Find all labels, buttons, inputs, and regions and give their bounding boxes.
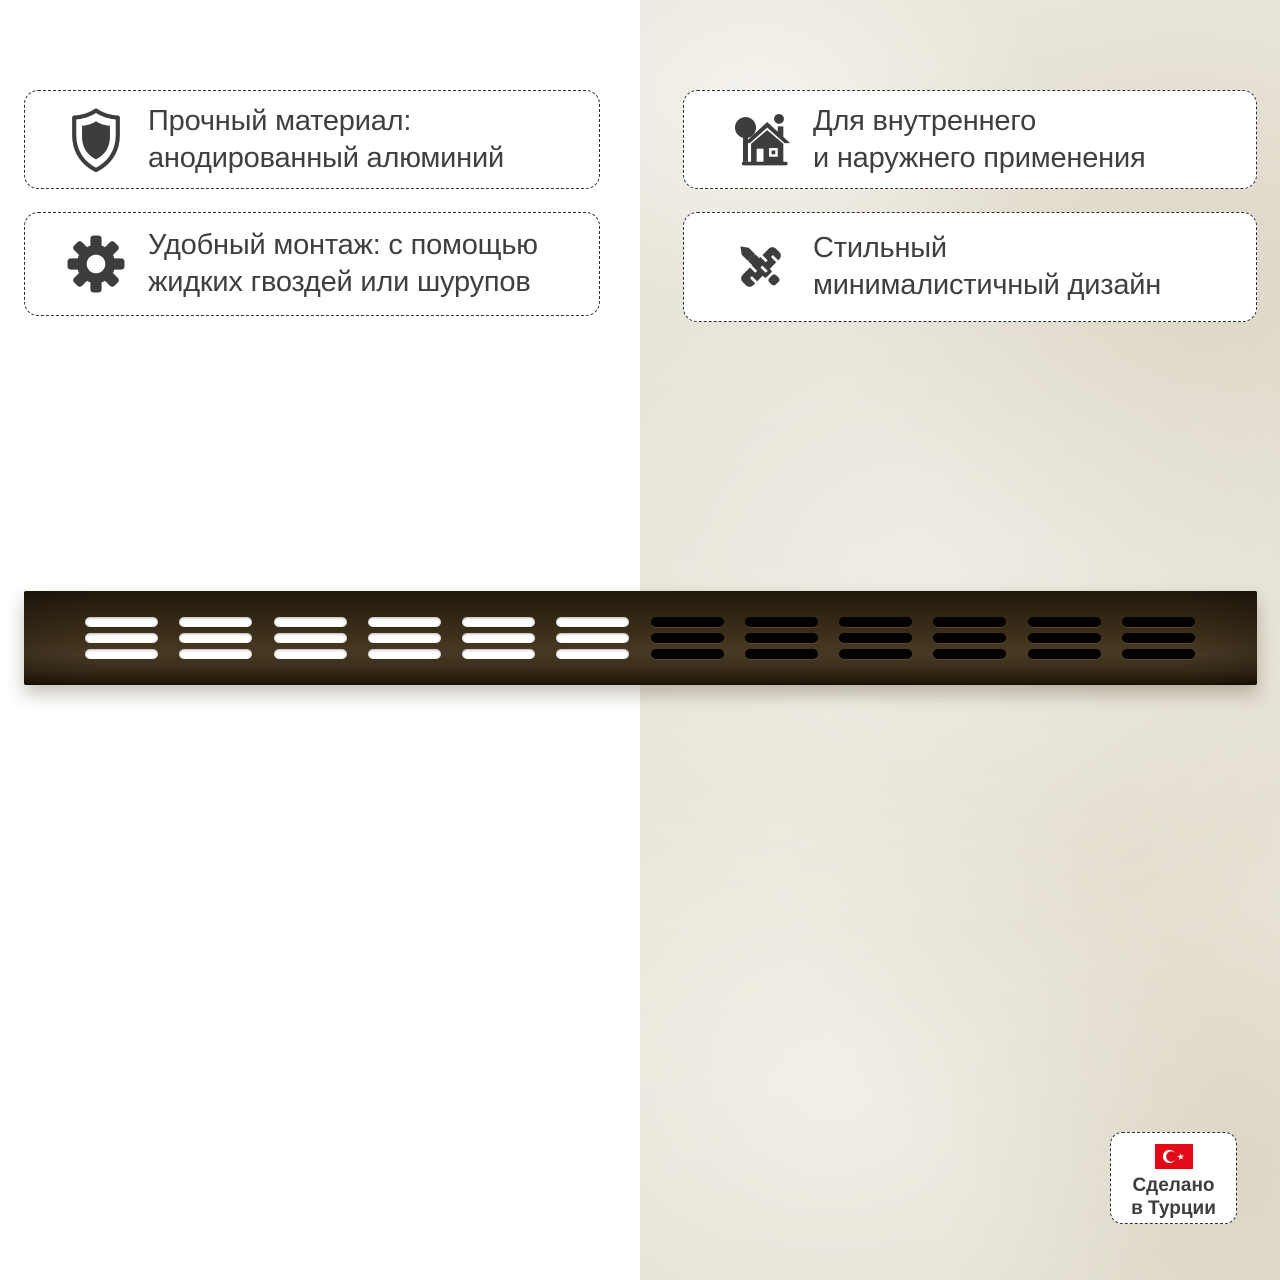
gear-icon xyxy=(65,230,127,298)
vent-slot xyxy=(839,617,912,627)
vent-slot xyxy=(85,633,158,643)
vent-slot xyxy=(368,617,441,627)
vent-slot-group xyxy=(462,617,535,685)
vent-slot xyxy=(462,649,535,659)
feature-text-design: Стильный минималистичный дизайн xyxy=(813,232,1162,301)
vent-slot xyxy=(179,617,252,627)
vent-slot xyxy=(745,633,818,643)
feature-box-material xyxy=(24,90,600,189)
vent-slot xyxy=(1028,649,1101,659)
vent-slot xyxy=(85,649,158,659)
vent-slot xyxy=(462,617,535,627)
feature-text-material: Прочный материал: анодированный алюминий xyxy=(148,104,504,174)
vent-slot xyxy=(651,649,724,659)
vent-slot xyxy=(1028,633,1101,643)
vent-slot xyxy=(839,649,912,659)
vent-slot xyxy=(1122,633,1195,643)
vent-slot xyxy=(933,617,1006,627)
vent-slot-group xyxy=(839,617,912,685)
shield-icon xyxy=(65,106,127,174)
vent-slot xyxy=(274,617,347,627)
vent-slot xyxy=(85,617,158,627)
vent-slot xyxy=(179,649,252,659)
vent-slot xyxy=(651,617,724,627)
vent-slot xyxy=(274,633,347,643)
vent-slot xyxy=(368,649,441,659)
feature-box-mounting xyxy=(24,212,600,316)
vent-slot-group xyxy=(368,617,441,685)
vent-slot xyxy=(933,633,1006,643)
feature-text-indoor-outdoor: Для внутреннего и наружнего применения xyxy=(813,104,1146,174)
vent-slot xyxy=(1122,617,1195,627)
vent-slot xyxy=(556,617,629,627)
feature-box-design xyxy=(683,212,1257,322)
vent-slot xyxy=(839,633,912,643)
vent-slot xyxy=(651,633,724,643)
vent-slot-group xyxy=(274,617,347,685)
vent-slot-group xyxy=(85,617,158,685)
vent-slot-group xyxy=(651,617,724,685)
vent-slot xyxy=(745,649,818,659)
vent-slot xyxy=(1028,617,1101,627)
vent-slot xyxy=(274,649,347,659)
vent-slot-group xyxy=(1122,617,1195,685)
made-in-turkey-badge xyxy=(1110,1132,1237,1224)
vent-slot-group xyxy=(556,617,629,685)
vent-slots xyxy=(24,591,1257,685)
made-in-line2: в Турции xyxy=(1131,1198,1216,1219)
vent-slot xyxy=(556,649,629,659)
vent-slot-group xyxy=(179,617,252,685)
vent-slot xyxy=(556,633,629,643)
vent-slot-group xyxy=(933,617,1006,685)
vent-slot-group xyxy=(745,617,818,685)
vent-slot xyxy=(179,633,252,643)
vent-slot-group xyxy=(1028,617,1101,685)
feature-box-indoor-outdoor xyxy=(683,90,1257,189)
vent-slot xyxy=(462,633,535,643)
vent-slot xyxy=(933,649,1006,659)
design-icon xyxy=(730,233,792,301)
vent-grille-product-image xyxy=(24,591,1257,685)
house-icon xyxy=(730,106,792,174)
vent-slot xyxy=(745,617,818,627)
vent-slot xyxy=(368,633,441,643)
feature-text-mounting: Удобный монтаж: с помощью жидких гвоздей или шурупов xyxy=(148,229,538,298)
vent-slot xyxy=(1122,649,1195,659)
turkey-flag-icon xyxy=(1155,1144,1193,1169)
made-in-line1: Сделано xyxy=(1132,1175,1215,1196)
